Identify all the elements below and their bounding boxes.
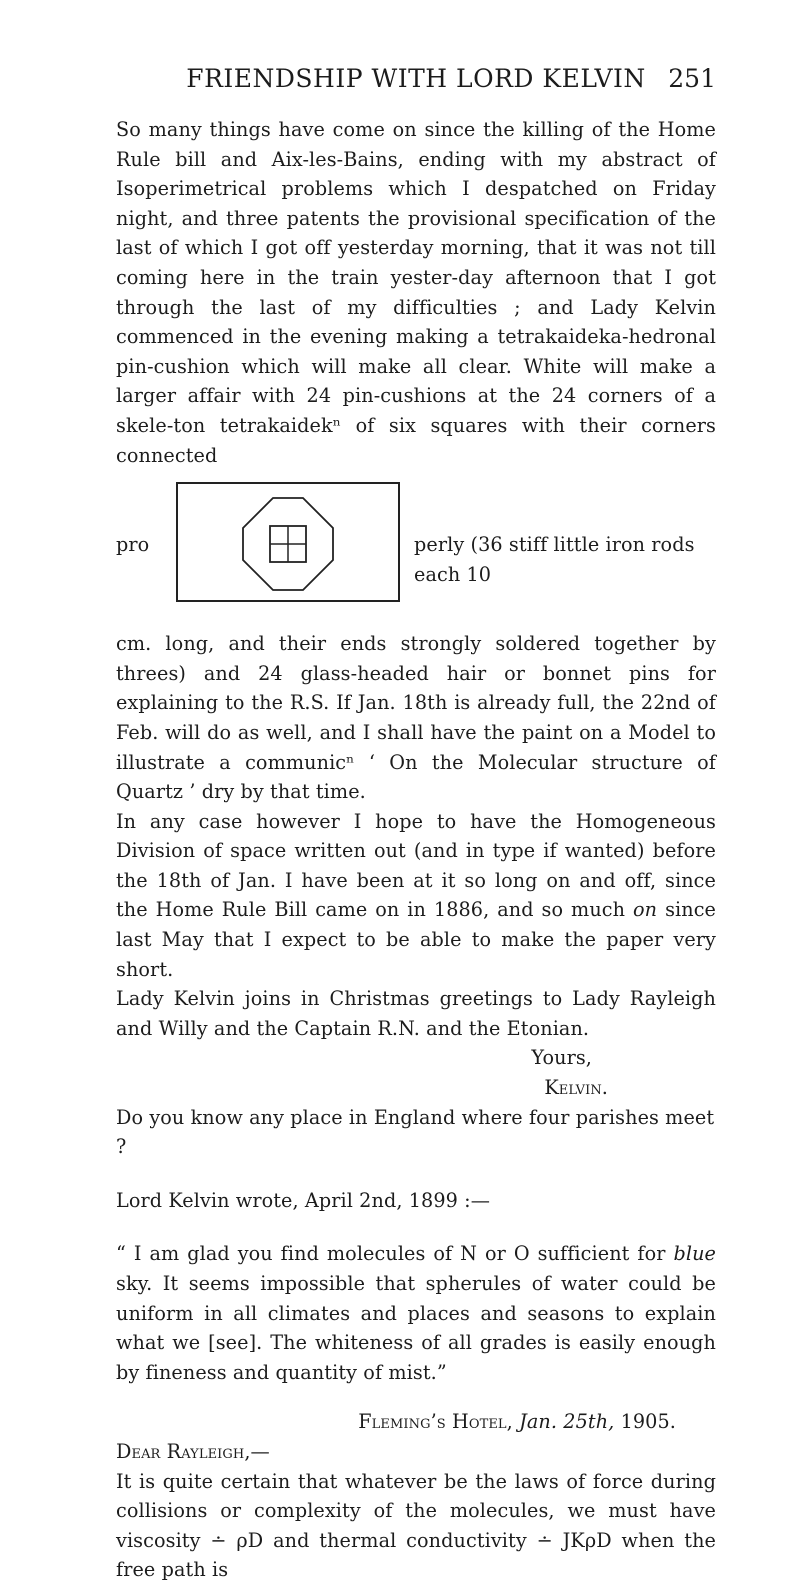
paragraph-3-emphasis: on — [633, 898, 658, 922]
figure-row — [116, 482, 716, 619]
paragraph-2: cm. long, and their ends strongly soldered together by threes) and 24 glass-headed hair or bonnet pins for explaining to the R.S. If Jan. 18th is already full, the 22nd of Feb. will do as well, and I shall have the paint on a Model to illustrate a communicⁿ ‘ On the Molecular structure of Quartz ’ dry by that time. — [116, 632, 716, 804]
paragraph-3-text: In any case however I hope to have the Homogeneous Division of space written out (and in type if wanted) before the 18th of Jan. I have been at it so long on and off, since the Home Rule Bill came on in 1886, and so much — [116, 809, 716, 922]
quote-text-b: sky. It seems impossible that spherules of water could be uniform in all climates and places and seasons to explain what we [see]. The whiteness of all grades is easily enough by fineness and quantity of mist.” — [116, 1272, 716, 1384]
closing-yours: Yours, — [531, 1046, 592, 1070]
paragraph-3-end: since last May that I expect to be able to make the paper very short. — [116, 898, 717, 981]
signature: Kelvin. — [544, 1076, 608, 1100]
paragraph-4: Lady Kelvin joins in Christmas greetings to Lady Rayleigh and Willy and the Captain R.N. and the Etonian. — [116, 987, 716, 1040]
letter-heading — [116, 1407, 716, 1437]
tetrakaidekahedron-figure — [176, 482, 400, 602]
word-fragment-perly: perly (36 stiff little iron rods each 10 — [414, 533, 695, 586]
salutation: Dear Rayleigh,— — [116, 1439, 270, 1463]
page-body — [116, 115, 716, 1585]
paragraph-1: So many things have come on since the killing of the Home Rule bill and Aix-les-Bains, ending with my abstract of Isoperimetrical problems which I despatched on Friday night, and three patents the provisional specification of the last of which I got off yesterday morning, that it was not till coming here in the train yester-day afternoon that I got through the last of my difficulties ; and Lady Kelvin commenced in the evening making a tetrakaideka-hedronal pin-cushion which will make all clear. White will make a larger affair with 24 pin-cushions at the 24 corners of a skele-ton tetrakaidekⁿ of six squares with their corners connected — [116, 118, 716, 467]
letter-date: Jan. 25th, — [519, 1410, 615, 1434]
letter-year: 1905. — [620, 1410, 676, 1434]
paragraph-5: It is quite certain that whatever be the laws of force during collisions or complexity of the molecules, we must have viscosity ∸ ρD and thermal conductivity ∸ JKρD when the free path is — [116, 1469, 716, 1582]
kelvin-wrote-line: Lord Kelvin wrote, April 2nd, 1899 :— — [116, 1188, 491, 1212]
running-title: FRIENDSHIP WITH LORD KELVIN — [186, 64, 646, 93]
word-fragment-pro: pro — [116, 533, 150, 557]
paragraph-3 — [116, 807, 716, 985]
page-number: 251 — [668, 64, 716, 93]
quote-text-a: “ I am glad you find molecules of N or O sufficient for — [116, 1242, 666, 1266]
quote-emphasis: blue — [673, 1242, 717, 1266]
running-header — [116, 64, 716, 94]
quote-paragraph — [116, 1239, 716, 1387]
postscript: Do you know any place in England where four parishes meet ? — [116, 1105, 715, 1159]
octagon-square-diagram — [178, 484, 398, 600]
hotel-name: Fleming’s Hotel, — [358, 1410, 513, 1434]
